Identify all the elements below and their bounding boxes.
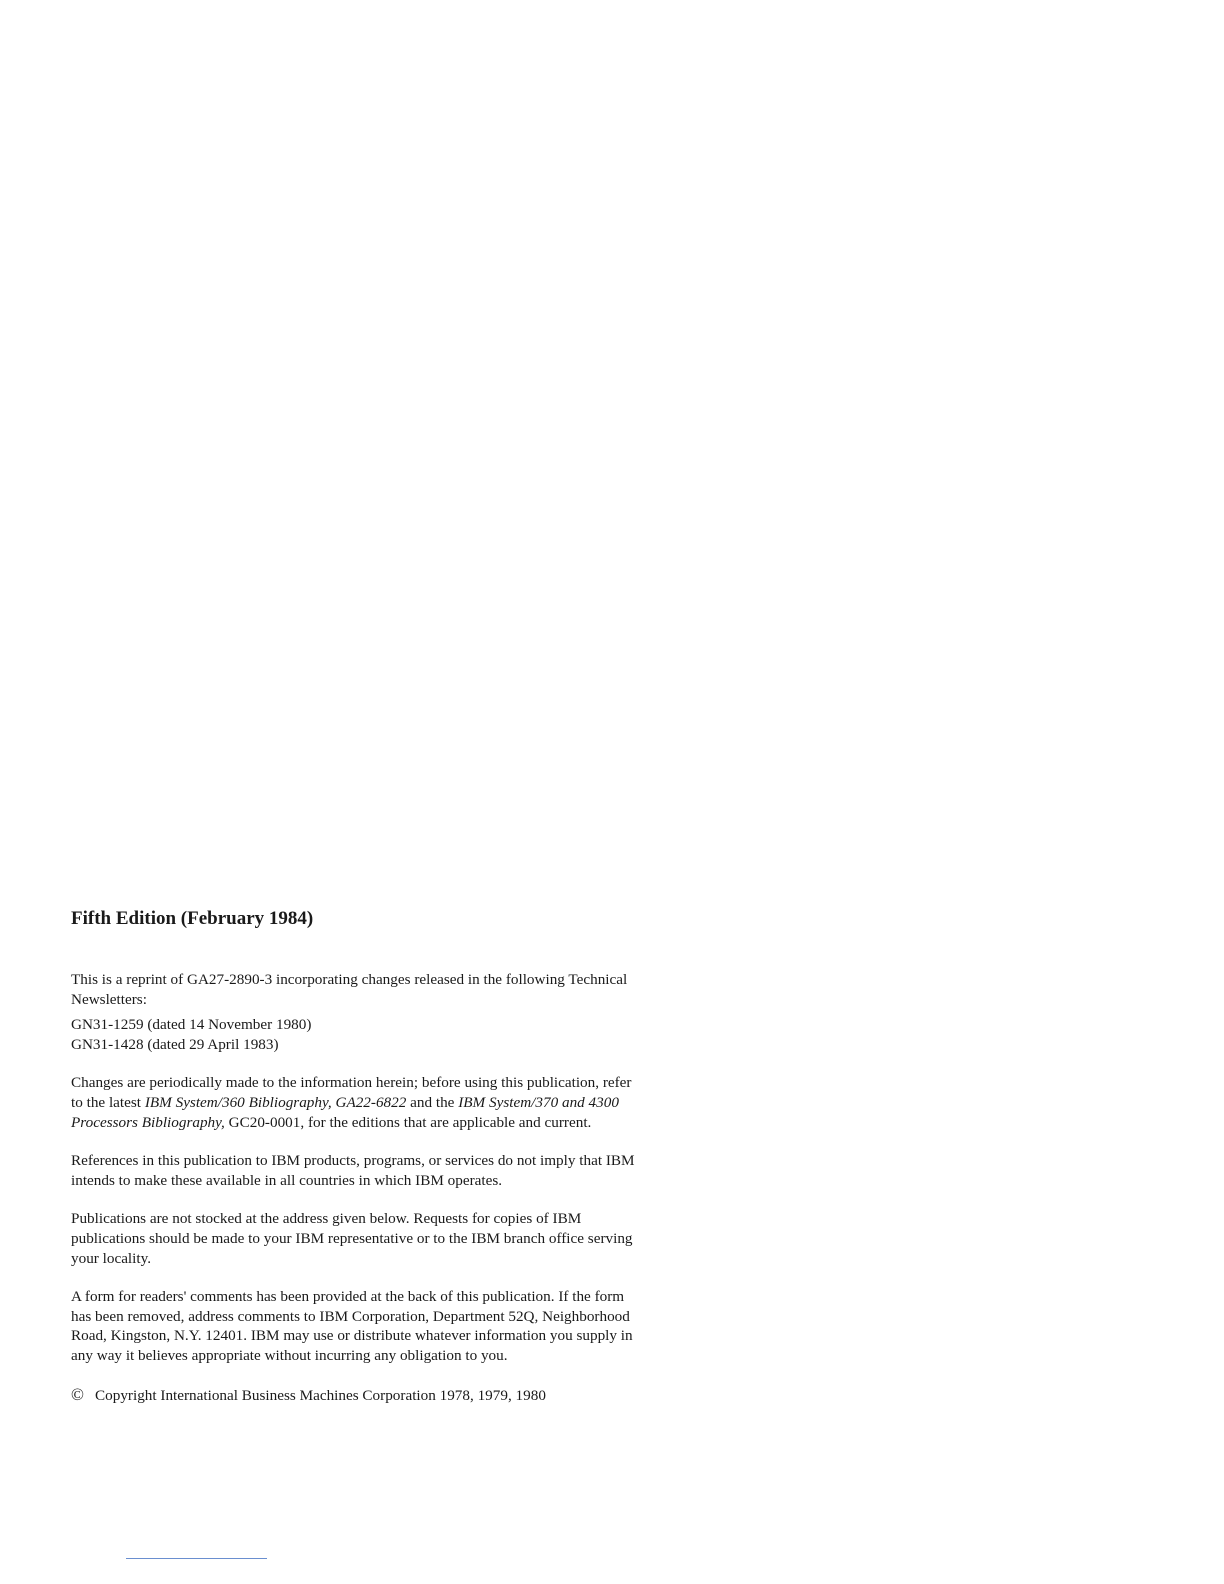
comments-line-3: Road, Kingston, N.Y. 12401. IBM may use or distribute whatever information you supply in [71, 1327, 633, 1345]
changes-text: GC20-0001, for the editions that are applicable and current. [224, 1113, 592, 1131]
comments-line-2: has been removed, address comments to IBM Corporation, Department 52Q, Neighborhood [71, 1307, 630, 1325]
changes-line-2 [71, 1093, 731, 1113]
newsletter-item: GN31-1428 (dated 29 April 1983) [71, 1035, 279, 1053]
publications-line-1: Publications are not stocked at the address given below. Requests for copies of IBM [71, 1210, 582, 1228]
edition-notice [71, 906, 731, 1405]
newsletter-item: GN31-1259 (dated 14 November 1980) [71, 1016, 312, 1034]
comments-paragraph [71, 1287, 731, 1365]
publications-paragraph [71, 1209, 731, 1268]
newsletter-list [71, 1015, 731, 1054]
copyright-notice [71, 1385, 731, 1406]
references-line-2: intends to make these available in all countries in which IBM operates. [71, 1171, 503, 1189]
changes-line-1: Changes are periodically made to the information herein; before using this publication, refer [71, 1074, 632, 1092]
changes-text: and the [406, 1093, 459, 1111]
reprint-paragraph [71, 970, 731, 1009]
reprint-line-2: Newsletters: [71, 990, 147, 1008]
system370-bibliography-title: IBM System/370 and 4300 [458, 1093, 619, 1111]
references-line-1: References in this publication to IBM products, programs, or services do not imply that IBM [71, 1152, 635, 1170]
comments-line-4: any way it believes appropriate without incurring any obligation to you. [71, 1346, 508, 1364]
publications-line-3: your locality. [71, 1249, 151, 1267]
system360-bibliography-title: IBM System/360 Bibliography, GA22-6822 [144, 1093, 407, 1111]
comments-line-1: A form for readers' comments has been provided at the back of this publication. If the form [71, 1288, 625, 1306]
changes-text: to the latest [71, 1093, 145, 1111]
reprint-line-1: This is a reprint of GA27-2890-3 incorporating changes released in the following Technical [71, 971, 628, 988]
changes-paragraph [71, 1073, 731, 1132]
changes-line-3 [71, 1113, 731, 1133]
copyright-text: Copyright International Business Machines Corporation 1978, 1979, 1980 [95, 1386, 546, 1404]
edition-title: Fifth Edition (February 1984) [71, 908, 314, 929]
references-paragraph [71, 1151, 731, 1190]
copyright-icon: © [71, 1384, 84, 1404]
processors-bibliography-title: Processors Bibliography, [71, 1113, 225, 1131]
bottom-rule-divider [126, 1558, 267, 1559]
publications-line-2: publications should be made to your IBM representative or to the IBM branch office serving [71, 1229, 633, 1247]
